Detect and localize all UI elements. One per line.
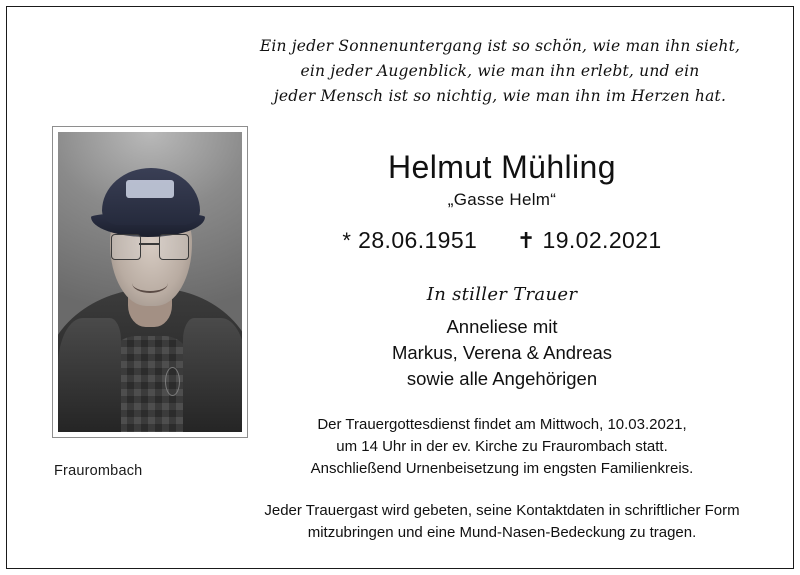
service-details	[258, 414, 746, 480]
portrait-glasses-bridge	[139, 243, 159, 245]
verse-line-1: Ein jeder Sonnenuntergang ist so schön, wie man ihn sieht,	[259, 37, 741, 55]
deceased-name: Helmut Mühling	[388, 149, 616, 185]
verse-line-2: ein jeder Augenblick, wie man ihn erlebt, und ein	[300, 62, 700, 80]
portrait-smile	[132, 273, 169, 293]
notice-line-1: Jeder Trauergast wird gebeten, seine Kontaktdaten in schriftlicher Form	[264, 502, 740, 519]
service-line-3: Anschließend Urnenbeisetzung im engsten Familienkreis.	[310, 460, 694, 477]
family-line-1: Anneliese mit	[446, 316, 558, 337]
death-date: 19.02.2021	[542, 227, 662, 253]
verse-line-3: jeder Mensch ist so nichtig, wie man ihn im Herzen hat.	[273, 87, 727, 105]
portrait-vest-left	[58, 318, 121, 432]
birth-symbol: *	[342, 228, 352, 253]
memorial-text-column	[258, 148, 746, 544]
birth-date: 28.06.1951	[358, 227, 478, 253]
family-line-3: sowie alle Angehörigen	[406, 368, 598, 389]
portrait-vest-badge	[165, 367, 180, 396]
portrait-photo	[58, 132, 242, 432]
deceased-nickname: „Gasse Helm“	[447, 190, 557, 209]
mourning-heading: In stiller Trauer	[426, 284, 578, 305]
portrait-cap-logo	[126, 180, 174, 198]
death-symbol: ✝	[516, 228, 536, 253]
portrait-frame	[52, 126, 248, 438]
memorial-verse	[250, 34, 750, 109]
notice-line-2: mitzubringen und eine Mund-Nasen-Bedeckung zu tragen.	[307, 524, 697, 541]
service-line-2: um 14 Uhr in der ev. Kirche zu Fraurombach statt.	[336, 438, 668, 455]
life-dates	[258, 227, 746, 254]
service-line-1: Der Trauergottesdienst findet am Mittwoch, 10.03.2021,	[317, 416, 687, 433]
portrait-glasses-left	[111, 234, 141, 260]
portrait-vest-right	[183, 318, 242, 432]
family-line-2: Markus, Verena & Andreas	[391, 342, 613, 363]
family-list	[258, 314, 746, 392]
place-caption: Fraurombach	[54, 463, 143, 479]
portrait-glasses-right	[159, 234, 189, 260]
covid-notice	[258, 500, 746, 544]
